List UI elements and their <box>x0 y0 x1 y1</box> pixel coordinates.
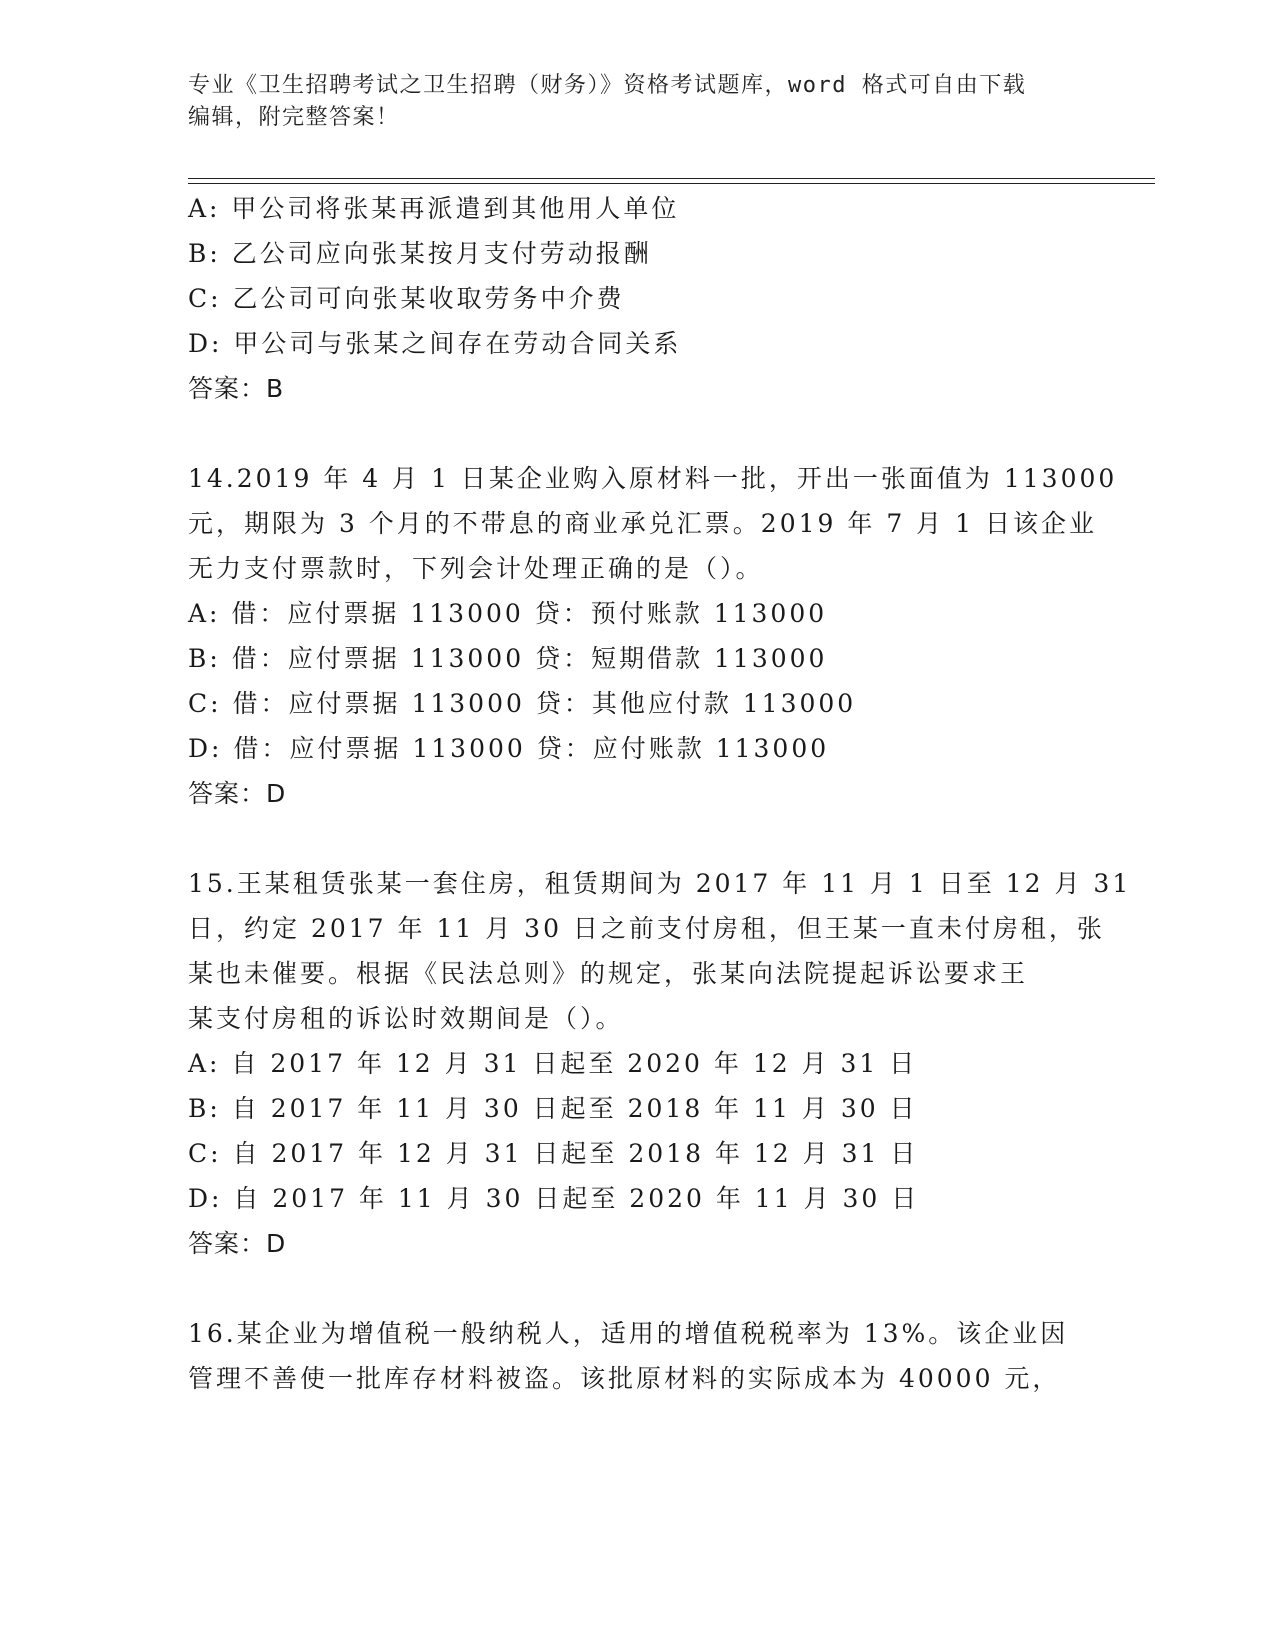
q14-option-c: C: 借：应付票据 113000 贷：其他应付款 113000 <box>188 689 857 718</box>
q14-stem-line-2: 元，期限为 3 个月的不带息的商业承兑汇票。2019 年 7 月 1 日该企业 <box>188 509 1097 538</box>
q15-answer: 答案：D <box>188 1229 287 1258</box>
q15-option-b: B: 自 2017 年 11 月 30 日起至 2018 年 11 月 30 日 <box>188 1094 918 1123</box>
q13-option-c: C: 乙公司可向张某收取劳务中介费 <box>188 284 625 313</box>
q13-option-a: A: 甲公司将张某再派遣到其他用人单位 <box>188 194 680 223</box>
q13-option-d: D: 甲公司与张某之间存在劳动合同关系 <box>188 329 682 358</box>
q14-option-a: A: 借：应付票据 113000 贷：预付账款 113000 <box>188 599 828 628</box>
q15-stem-line-4: 某支付房租的诉讼时效期间是（）。 <box>188 1004 624 1033</box>
header-rule-top <box>188 178 1155 179</box>
q14-option-b: B: 借：应付票据 113000 贷：短期借款 113000 <box>188 644 828 673</box>
q15-option-c: C: 自 2017 年 12 月 31 日起至 2018 年 12 月 31 日 <box>188 1139 919 1168</box>
q14-option-d: D: 借：应付票据 113000 贷：应付账款 113000 <box>188 734 830 763</box>
q14-stem-line-3: 无力支付票款时，下列会计处理正确的是（）。 <box>188 554 764 583</box>
q16-stem-line-1: 16.某企业为增值税一般纳税人，适用的增值税税率为 13%。该企业因 <box>188 1319 1069 1348</box>
q13-answer: 答案：B <box>188 374 285 403</box>
q15-option-d: D: 自 2017 年 11 月 30 日起至 2020 年 11 月 30 日 <box>188 1184 920 1213</box>
header-line-2: 编辑，附完整答案！ <box>188 105 400 130</box>
q15-stem-line-3: 某也未催要。根据《民法总则》的规定，张某向法院提起诉讼要求王 <box>188 959 1029 988</box>
q15-stem-line-1: 15.王某租赁张某一套住房，租赁期间为 2017 年 11 月 1 日至 12 月 31 <box>188 869 1132 898</box>
header-rule-bottom <box>188 183 1155 184</box>
q15-option-a: A: 自 2017 年 12 月 31 日起至 2020 年 12 月 31 日 <box>188 1049 918 1078</box>
q13-option-b: B: 乙公司应向张某按月支付劳动报酬 <box>188 239 652 268</box>
q14-answer: 答案：D <box>188 779 287 808</box>
document-header <box>188 70 1068 134</box>
q14-stem-line-1: 14.2019 年 4 月 1 日某企业购入原材料一批，开出一张面值为 113000 <box>188 464 1118 493</box>
q15-stem-line-2: 日，约定 2017 年 11 月 30 日之前支付房租，但王某一直未付房租，张 <box>188 914 1105 943</box>
header-line-1: 专业《卫生招聘考试之卫生招聘（财务）》资格考试题库，word 格式可自由下载 <box>188 73 1027 98</box>
q16-stem-line-2: 管理不善使一批库存材料被盗。该批原材料的实际成本为 40000 元， <box>188 1364 1061 1393</box>
